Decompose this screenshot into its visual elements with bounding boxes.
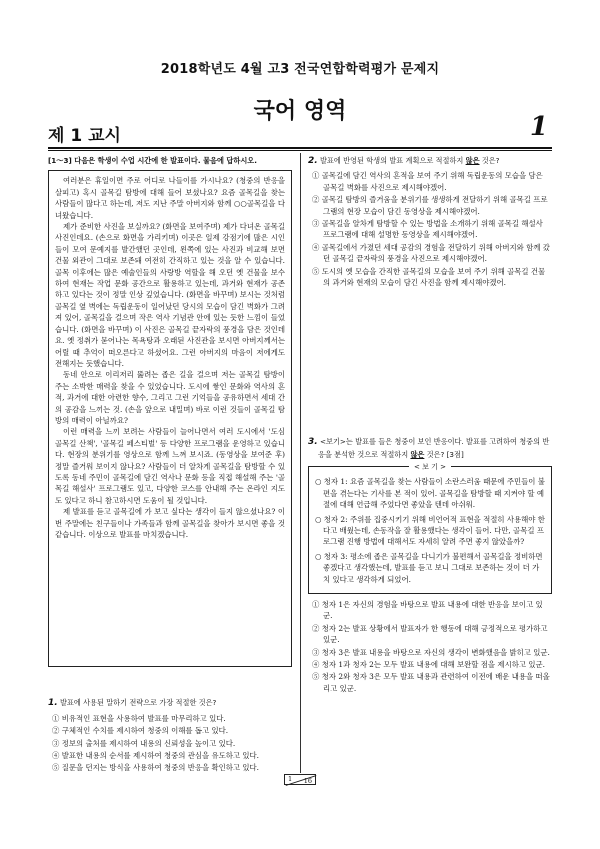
option-5[interactable]: ⑤ 질문을 던지는 방식을 사용하여 청중의 반응을 확인하고 있다. xyxy=(52,763,260,773)
question-2-text: 발표에 반영된 학생의 발표 계획으로 적절하지 xyxy=(319,156,466,165)
option-2[interactable]: ② 구체적인 수치를 제시하여 청중의 이해를 돕고 있다. xyxy=(52,726,229,736)
page-number: 1 xyxy=(529,112,548,142)
passage-paragraph: 제가 준비한 사진을 보실까요? (화면을 보여주며) 제가 다녀온 골목길 사진인데요. (손으로 화면을 가리키며) 이곳은 일제 강점기에 많은 시인들이 모여 문예지를 발간했던 곳인데, 왼쪽에 있는 사진과 비교해 보면 건물 외관이 그대로 보존돼 여전히 간직하고 있는 것을 알 수 있습니다. 골목 이후에는 많은 예술인들의 사랑방 역할을 해 오던 옛 건물을 보수하여 현재는 작업 문화 공간으로 활용하고 있는데, 과거와 현재가 공존하고 있다는 것이 정말 인상 깊었습니다. (화면을 바꾸며) 보시는 것처럼 골목길 옆 벽에는 독립운동이 일어났던 당시의 모습이 담긴 벽화가 그려져 있어, 골목길을 걸으며 작은 역사 기념관 안에 있는 듯한 느낌이 들었습니다. (화면을 바꾸며) 이 사진은 골목길 끝자락의 풍경을 담은 것인데요. 옛 정취가 묻어나는 목욕탕과 오래된 사진관을 보시면 아버지께서는 어릴 때 추억이 떠오른다고 하셨어요. 그런 아버지의 마음이 저에게도 전해지는 듯했습니다. xyxy=(55,222,285,368)
option-4[interactable]: ④ 청자 1과 청자 2는 모두 발표 내용에 대해 보완할 점을 제시하고 있군. xyxy=(312,659,545,669)
question-1 xyxy=(48,697,292,773)
option-3[interactable]: ③ 골목길을 알차게 탐방할 수 있는 방법을 소개하기 위해 골목길 해설사 프로그램에 대해 설명한 동영상을 제시해야겠어. xyxy=(312,219,543,240)
passage-box xyxy=(48,170,292,667)
question-2-stem xyxy=(308,155,552,167)
question-3 xyxy=(308,436,552,694)
option-1[interactable]: ① 비유적인 표현을 사용하여 발표를 마무리하고 있다. xyxy=(52,713,226,723)
bogi-label xyxy=(309,461,551,473)
option-2[interactable]: ② 청자 2는 발표 상황에서 발표자가 한 행동에 대해 긍정적으로 평가하고 있군. xyxy=(312,623,548,645)
page-counter xyxy=(284,774,316,785)
option-3[interactable]: ③ 청자 3은 발표 내용을 바탕으로 자신의 생각이 변화했음을 밝히고 있군. xyxy=(312,647,550,657)
bogi-item: ○ 청자 1: 요즘 골목길을 찾는 사람들이 소란스러움 때문에 주민들이 불편을 겪는다는 기사를 본 적이 있어. 골목길을 탐방할 때 지켜야 할 예절에 대해 언급해 주었다면 좋았을 텐데 아쉬워. xyxy=(315,477,545,510)
passage-paragraph: 제 발표를 듣고 골목길에 가 보고 싶다는 생각이 들지 않으셨나요? 이번 주말에는 친구들이나 가족들과 함께 골목길을 찾아가 보시면 좋을 것 같습니다. 이상으로 발표를 마치겠습니다. xyxy=(55,507,285,539)
right-column xyxy=(308,155,552,695)
option-5[interactable]: ⑤ 도시의 옛 모습을 간직한 골목길의 모습을 보여 주기 위해 골목길 건물의 과거와 현재의 모습이 담긴 사진을 함께 제시해야겠어. xyxy=(312,266,546,288)
period-label: 제 1 교시 xyxy=(48,126,121,146)
passage-paragraph: 여러분은 휴일이면 주로 어디로 나들이를 가시나요? (청중의 반응을 살피고) 혹시 골목길 탐방에 대해 들어 보셨나요? 요즘 골목길을 찾는 사람들이 많다고 하는데, 저도 지난 주말 아버지와 함께 ○○골목길을 다녀왔습니다. xyxy=(55,176,285,220)
exam-title: 2018학년도 4월 고3 전국연합학력평가 문제지 xyxy=(160,62,440,77)
question-3-options xyxy=(308,599,552,694)
question-2-number: 2. xyxy=(308,156,318,166)
option-1[interactable]: ① 청자 1은 자신의 경험을 바탕으로 발표 내용에 대한 반응을 보이고 있군. xyxy=(312,599,543,621)
passage-paragraph: 이런 매력을 느끼 보려는 사람들이 늘어나면서 여러 도시에서 '도심 골목길 산책', '골목길 페스티벌' 등 다양한 프로그램을 운영하고 있습니다. 현장의 분위기를 영상으로 함께 느껴 보시죠. (동영상을 보여준 후) 정말 즐거워 보이지 않나요? 사람들이 더 알차게 골목길을 탐방할 수 있도록 동네 주민이 골목길에 담긴 역사나 문화 등을 직접 해설해 주는 '골목길 해설사' 프로그램도 있고, 다양한 코스를 안내해 주는 온라인 지도도 있다고 하니 참고하시면 도움이 될 것입니다. xyxy=(55,427,285,505)
passage-paragraph: 동네 안으로 이리저리 뚫려는 좁은 길을 걸으며 저는 골목길 탐방이 주는 소박한 매력을 찾을 수 있었습니다. 도시에 쌓인 문화와 역사의 흔적, 과거에 대한 아련한 향수, 그리고 그런 기억들을 공유하면서 세대 간의 공감을 느끼는 것. (손을 앞으로 내밀며) 바로 이런 것들이 골목길 탐방의 매력이 아닐까요? xyxy=(55,370,285,425)
header-rule xyxy=(48,147,552,149)
option-5[interactable]: ⑤ 청자 2와 청자 3은 모두 발표 내용과 관련하여 이전에 배운 내용을 떠올리고 있군. xyxy=(312,672,550,693)
header-rule-thin xyxy=(48,150,552,151)
bogi-box xyxy=(308,463,552,594)
option-4[interactable]: ④ 발표한 내용의 순서를 제시하여 청중의 관심을 유도하고 있다. xyxy=(52,751,260,761)
column-divider xyxy=(300,153,301,773)
bogi-label-text: < 보 기 > xyxy=(409,463,451,471)
question-2 xyxy=(308,155,552,288)
option-1[interactable]: ① 골목길에 담긴 역사의 흔적을 보여 주기 위해 독립운동의 모습을 담은 골목길 벽화를 사진으로 제시해야겠어. xyxy=(312,171,543,192)
question-1-stem xyxy=(48,697,292,709)
page-counter-total: 16 xyxy=(303,777,312,785)
option-3[interactable]: ③ 정보의 출처를 제시하여 내용의 신뢰성을 높이고 있다. xyxy=(52,738,236,748)
option-2[interactable]: ② 골목길 탐방의 즐거움을 분위기를 생생하게 전달하기 위해 골목길 프로그램의 현장 모습이 담긴 동영상을 제시해야겠어. xyxy=(312,195,548,216)
instruction: [1～3] 다음은 학생이 수업 시간에 한 발표이다. 물음에 답하시오. xyxy=(48,156,257,165)
question-3-emphasis: 않은 xyxy=(410,449,425,459)
question-1-number: 1. xyxy=(48,698,58,709)
question-2-options xyxy=(308,170,552,288)
question-1-options xyxy=(48,713,292,774)
left-column xyxy=(48,155,292,775)
question-3-stem xyxy=(308,436,552,460)
bogi-item: ○ 청자 2: 주위를 집중시키기 위해 비언어적 표현을 적절히 사용해야 한다고 배웠는데, 손동작을 잘 활용했다는 생각이 들어. 다만, 골목길 프로그램 진행 방법에 대해서도 자세히 알려 주면 좋지 않았을까? xyxy=(315,514,545,547)
question-2-text-end: 것은? xyxy=(479,156,500,165)
question-3-text-end: 것은? [3점] xyxy=(424,449,464,459)
question-3-text: <보기>는 발표를 들은 청중이 보인 반응이다. 발표를 고려하여 청중의 반응을 분석한 것으로 적절하지 xyxy=(318,437,550,459)
bogi-item: ○ 청자 3: 평소에 좁은 골목길을 다니기가 불편해서 골목길을 정비하면 좋겠다고 생각했는데, 발표를 듣고 보니 그대로 보존하는 것이 더 가치 있다고 생각하게 되었어. xyxy=(315,551,543,584)
page-counter-current: 1 xyxy=(288,775,293,783)
option-4[interactable]: ④ 골목길에서 가졌던 세대 공감의 경험을 전달하기 위해 아버지와 함께 갔던 골목길 끝자락의 풍경을 사진으로 제시해야겠어. xyxy=(312,242,550,264)
question-2-emphasis: 않은 xyxy=(465,156,480,165)
subject-title: 국어 영역 xyxy=(253,99,347,124)
question-1-text: 발표에 사용된 말하기 전략으로 가장 적절한 것은? xyxy=(59,698,217,708)
question-3-number: 3. xyxy=(308,437,318,448)
